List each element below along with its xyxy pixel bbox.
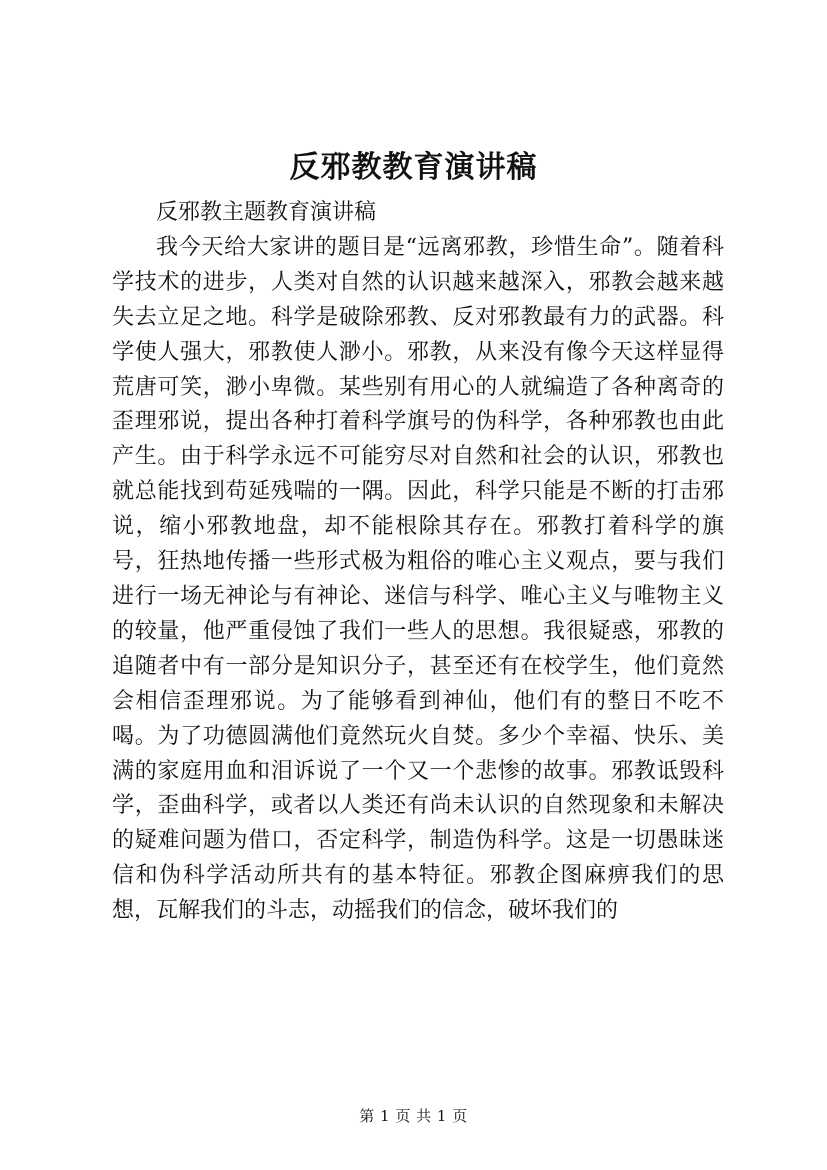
speech-paragraph: 我今天给大家讲的题目是“远离邪教，珍惜生命”。随着科学技术的进步，人类对自然的认识越来越深入，邪教会越来越失去立足之地。科学是破除邪教、反对邪教最有力的武器。科学使人强大，邪教使人渺小。邪教，从来没有像今天这样显得荒唐可笑，渺小卑微。某些别有用心的人就编造了各种离奇的歪理邪说，提出各种打着科学旗号的伪科学，各种邪教也由此产生。由于科学永远不可能穷尽对自然和社会的认识，邪教也就总能找到苟延残喘的一隅。因此，科学只能是不断的打击邪说，缩小邪教地盘，却不能根除其存在。邪教打着科学的旗号，狂热地传播一些形式极为粗俗的唯心主义观点，要与我们进行一场无神论与有神论、迷信与科学、唯心主义与唯物主义的较量，他严重侵蚀了我们一些人的思想。我很疑惑，邪教的追随者中有一部分是知识分子，甚至还有在校学生，他们竟然会相信歪理邪说。为了能够看到神仙，他们有的整日不吃不喝。为了功德圆满他们竟然玩火自焚。多少个幸福、快乐、美满的家庭用血和泪诉说了一个又一个悲惨的故事。邪教诋毁科学，歪曲科学，或者以人类还有尚未认识的自然现象和未解决的疑难问题为借口，否定科学，制造伪科学。这是一切愚昧迷信和伪科学活动所共有的基本特征。邪教企图麻痹我们的思想，瓦解我们的斗志，动摇我们的信念，破坏我们的 xyxy=(112,234,724,924)
document-title: 反邪教教育演讲稿 xyxy=(289,150,538,185)
subtitle-paragraph: 反邪教主题教育演讲稿 xyxy=(156,200,377,225)
page-number-footer: 第 1 页 共 1 页 xyxy=(359,1107,468,1125)
document-body xyxy=(112,196,724,929)
